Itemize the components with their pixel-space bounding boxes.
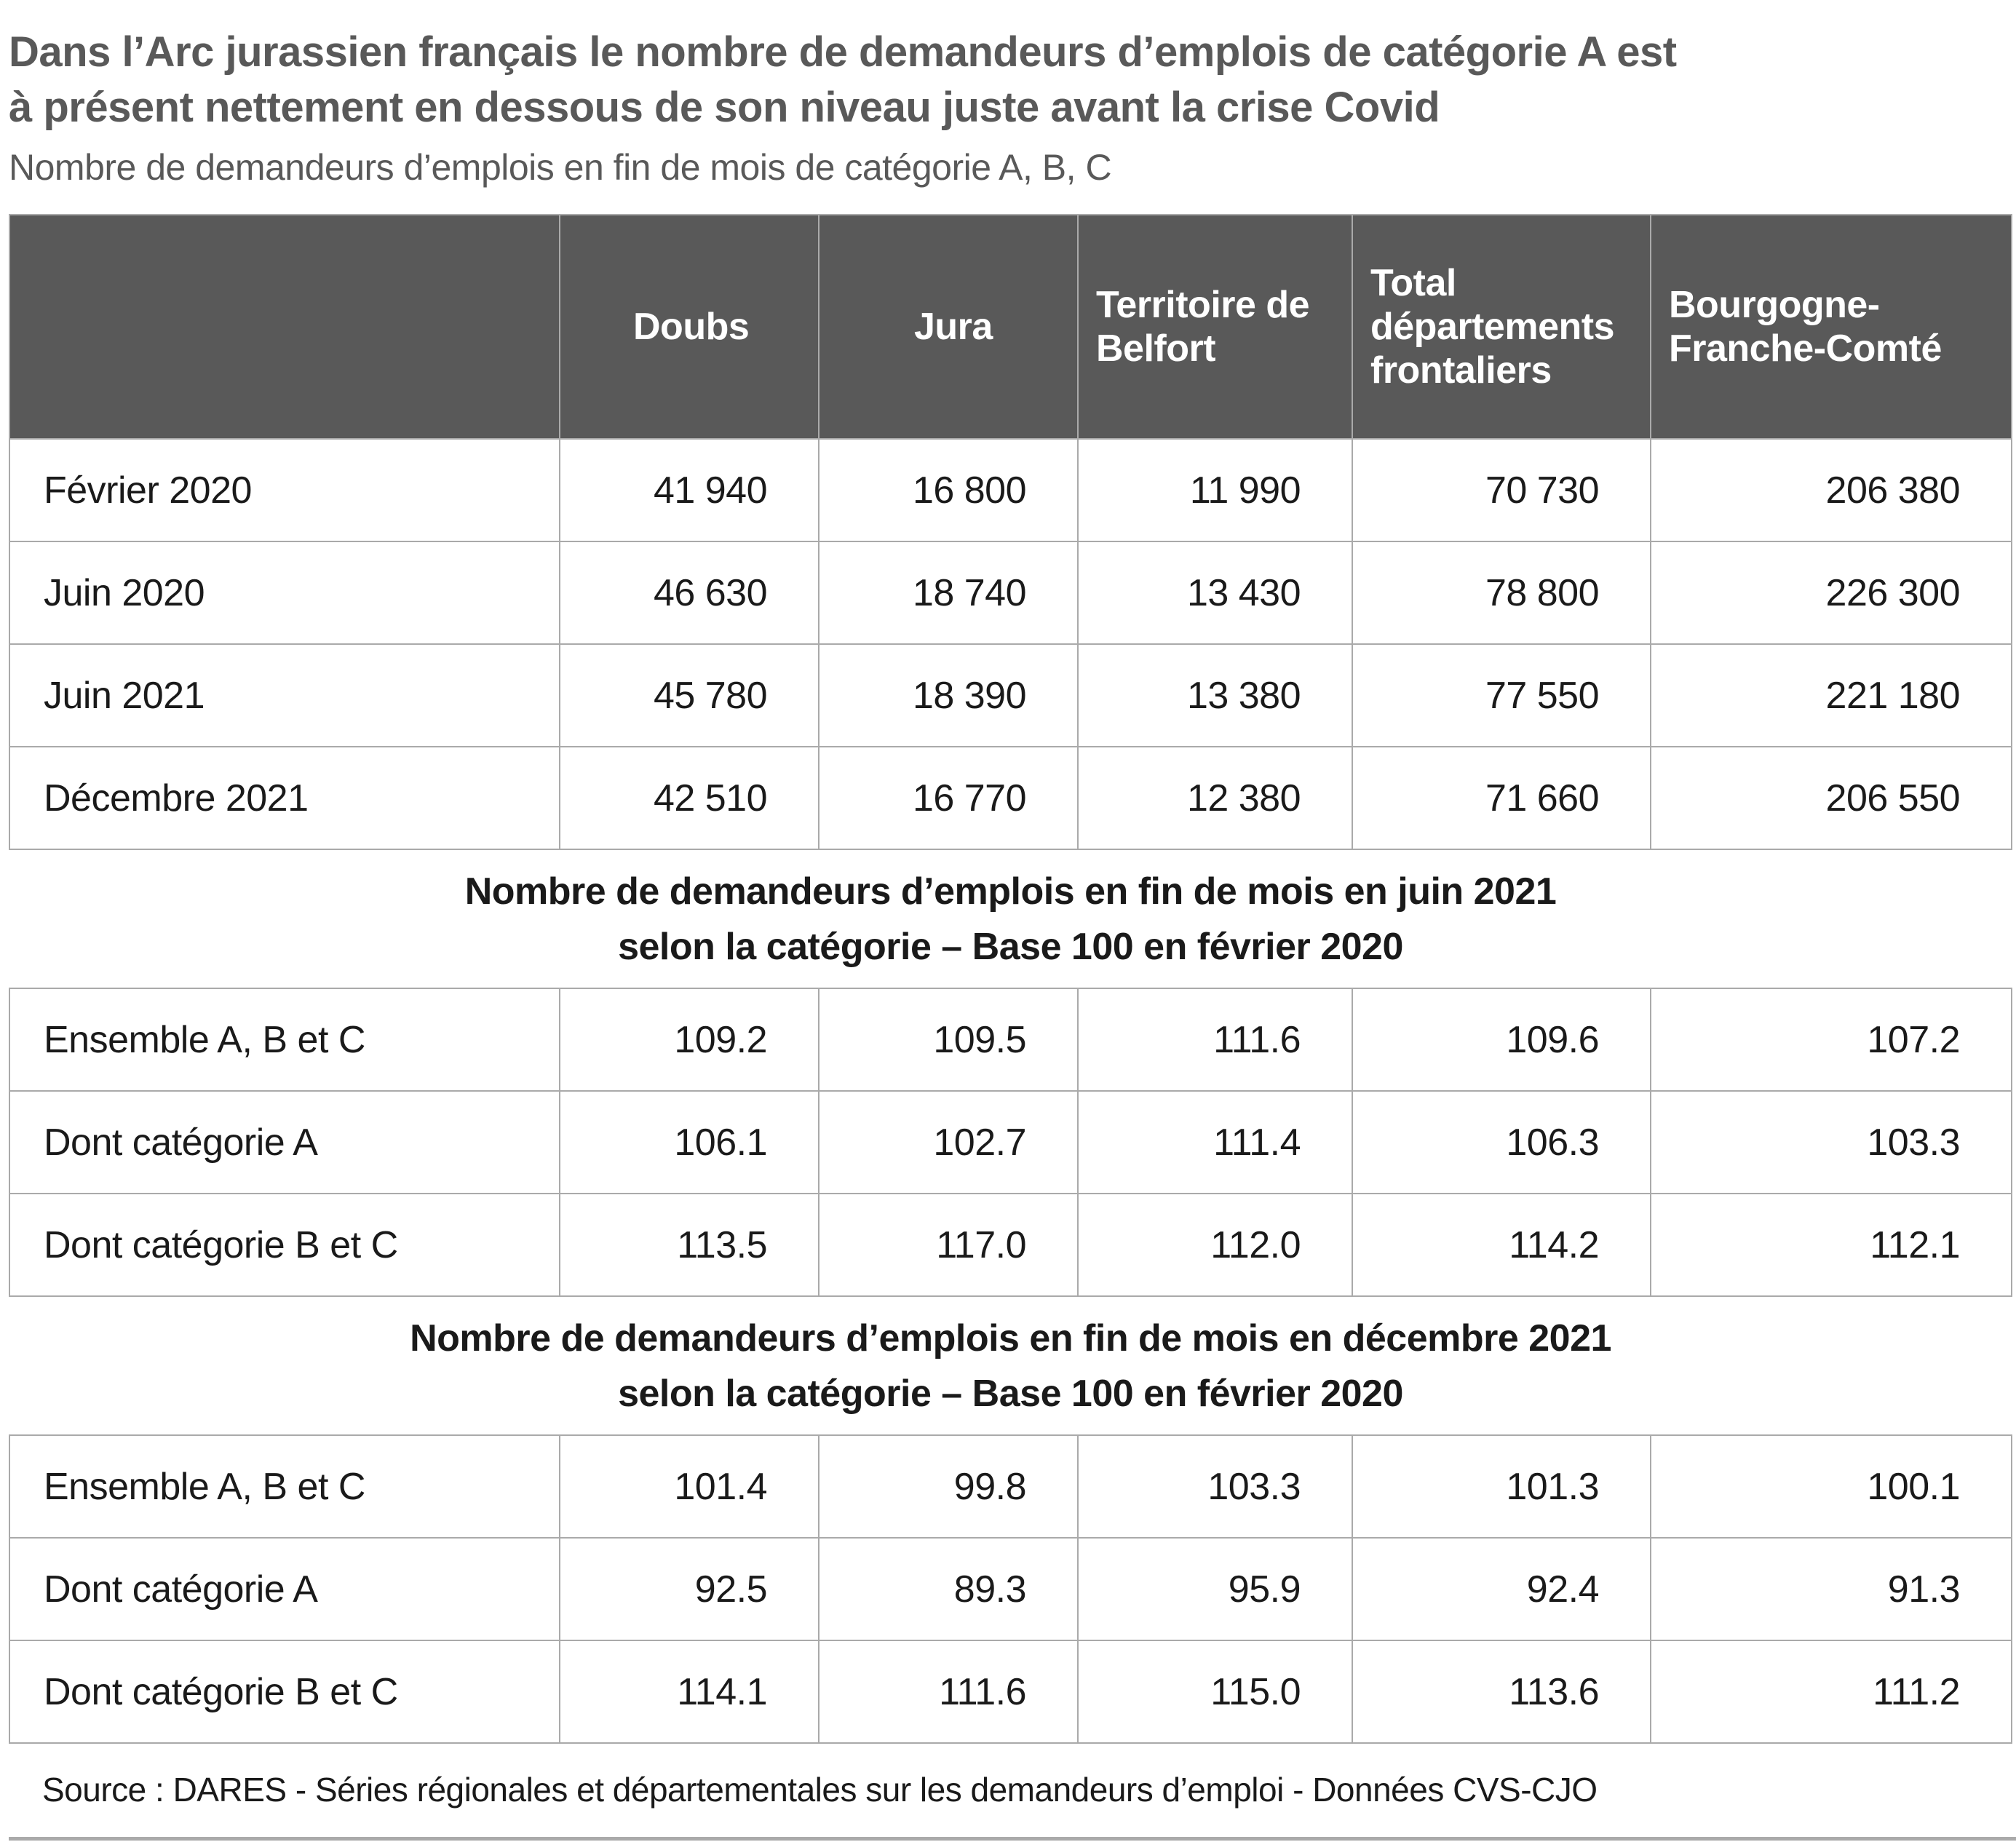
cell-value: 13 380 xyxy=(1078,644,1352,747)
title-line-2: à présent nettement en dessous de son niveau juste avant la crise Covid xyxy=(9,84,1440,131)
cell-value: 70 730 xyxy=(1352,439,1651,541)
cell-value: 12 380 xyxy=(1078,747,1352,849)
cell-value: 112.0 xyxy=(1078,1194,1352,1296)
subtitle: Nombre de demandeurs d’emplois en fin de mois de catégorie A, B, C xyxy=(9,147,1112,188)
cell-value: 113.6 xyxy=(1352,1640,1651,1743)
cell-value: 117.0 xyxy=(819,1194,1078,1296)
table-row xyxy=(9,988,2012,1091)
cell-value: 206 380 xyxy=(1651,439,2012,541)
cell-value: 109.5 xyxy=(819,988,1078,1091)
table-row xyxy=(9,747,2012,849)
row-label: Ensemble A, B et C xyxy=(9,1435,560,1538)
data-table xyxy=(9,214,2012,1744)
table-row xyxy=(9,644,2012,747)
section-title-line-2: selon la catégorie – Base 100 en février 2020 xyxy=(618,1372,1403,1415)
cell-value: 106.3 xyxy=(1352,1091,1651,1194)
table-row xyxy=(9,541,2012,644)
section-title xyxy=(9,849,2012,988)
cell-value: 111.2 xyxy=(1651,1640,2012,1743)
cell-value: 18 740 xyxy=(819,541,1078,644)
title-line-1: Dans l’Arc jurassien français le nombre de demandeurs d’emplois de catégorie A est xyxy=(9,28,1677,76)
header-bfc: Bourgogne-Franche-Comté xyxy=(1651,215,2012,439)
header-doubs: Doubs xyxy=(560,215,819,439)
cell-value: 111.6 xyxy=(819,1640,1078,1743)
row-label: Dont catégorie B et C xyxy=(9,1640,560,1743)
cell-value: 11 990 xyxy=(1078,439,1352,541)
cell-value: 16 800 xyxy=(819,439,1078,541)
cell-value: 109.6 xyxy=(1352,988,1651,1091)
cell-value: 221 180 xyxy=(1651,644,2012,747)
cell-value: 92.4 xyxy=(1352,1538,1651,1640)
row-label: Juin 2021 xyxy=(9,644,560,747)
cell-value: 107.2 xyxy=(1651,988,2012,1091)
cell-value: 115.0 xyxy=(1078,1640,1352,1743)
cell-value: 42 510 xyxy=(560,747,819,849)
cell-value: 206 550 xyxy=(1651,747,2012,849)
header-empty xyxy=(9,215,560,439)
cell-value: 77 550 xyxy=(1352,644,1651,747)
section-title-line-2: selon la catégorie – Base 100 en février 2020 xyxy=(618,925,1403,968)
cell-value: 95.9 xyxy=(1078,1538,1352,1640)
cell-value: 106.1 xyxy=(560,1091,819,1194)
cell-value: 109.2 xyxy=(560,988,819,1091)
row-label: Décembre 2021 xyxy=(9,747,560,849)
table-row xyxy=(9,1640,2012,1743)
section-title-line-1: Nombre de demandeurs d’emplois en fin de mois en décembre 2021 xyxy=(410,1317,1611,1359)
row-label: Juin 2020 xyxy=(9,541,560,644)
header-total: Total départements frontaliers xyxy=(1352,215,1651,439)
header-belfort: Territoire de Belfort xyxy=(1078,215,1352,439)
cell-value: 13 430 xyxy=(1078,541,1352,644)
section-title-line-1: Nombre de demandeurs d’emplois en fin de mois en juin 2021 xyxy=(464,870,1557,913)
cell-value: 100.1 xyxy=(1651,1435,2012,1538)
cell-value: 91.3 xyxy=(1651,1538,2012,1640)
cell-value: 103.3 xyxy=(1651,1091,2012,1194)
header-row xyxy=(9,215,2012,439)
row-label: Février 2020 xyxy=(9,439,560,541)
cell-value: 16 770 xyxy=(819,747,1078,849)
row-label: Dont catégorie A xyxy=(9,1538,560,1640)
cell-value: 101.3 xyxy=(1352,1435,1651,1538)
cell-value: 111.6 xyxy=(1078,988,1352,1091)
table-row xyxy=(9,439,2012,541)
cell-value: 111.4 xyxy=(1078,1091,1352,1194)
cell-value: 45 780 xyxy=(560,644,819,747)
header-jura: Jura xyxy=(819,215,1078,439)
cell-value: 99.8 xyxy=(819,1435,1078,1538)
chart-title xyxy=(9,25,1677,135)
row-label: Dont catégorie B et C xyxy=(9,1194,560,1296)
cell-value: 226 300 xyxy=(1651,541,2012,644)
cell-value: 92.5 xyxy=(560,1538,819,1640)
table-row xyxy=(9,1538,2012,1640)
cell-value: 113.5 xyxy=(560,1194,819,1296)
cell-value: 41 940 xyxy=(560,439,819,541)
cell-value: 114.2 xyxy=(1352,1194,1651,1296)
row-label: Dont catégorie A xyxy=(9,1091,560,1194)
table-row xyxy=(9,1194,2012,1296)
row-label: Ensemble A, B et C xyxy=(9,988,560,1091)
cell-value: 103.3 xyxy=(1078,1435,1352,1538)
cell-value: 102.7 xyxy=(819,1091,1078,1194)
cell-value: 78 800 xyxy=(1352,541,1651,644)
source-note: Source : DARES - Séries régionales et départementales sur les demandeurs d’emploi - Données CVS-CJO xyxy=(42,1771,1598,1809)
cell-value: 71 660 xyxy=(1352,747,1651,849)
cell-value: 89.3 xyxy=(819,1538,1078,1640)
table-row xyxy=(9,1091,2012,1194)
cell-value: 114.1 xyxy=(560,1640,819,1743)
cell-value: 112.1 xyxy=(1651,1194,2012,1296)
cell-value: 18 390 xyxy=(819,644,1078,747)
cell-value: 46 630 xyxy=(560,541,819,644)
section-header xyxy=(9,1296,2012,1435)
section-header xyxy=(9,849,2012,988)
table-row xyxy=(9,1435,2012,1538)
section-title xyxy=(9,1296,2012,1435)
bottom-divider xyxy=(9,1837,2016,1841)
cell-value: 101.4 xyxy=(560,1435,819,1538)
